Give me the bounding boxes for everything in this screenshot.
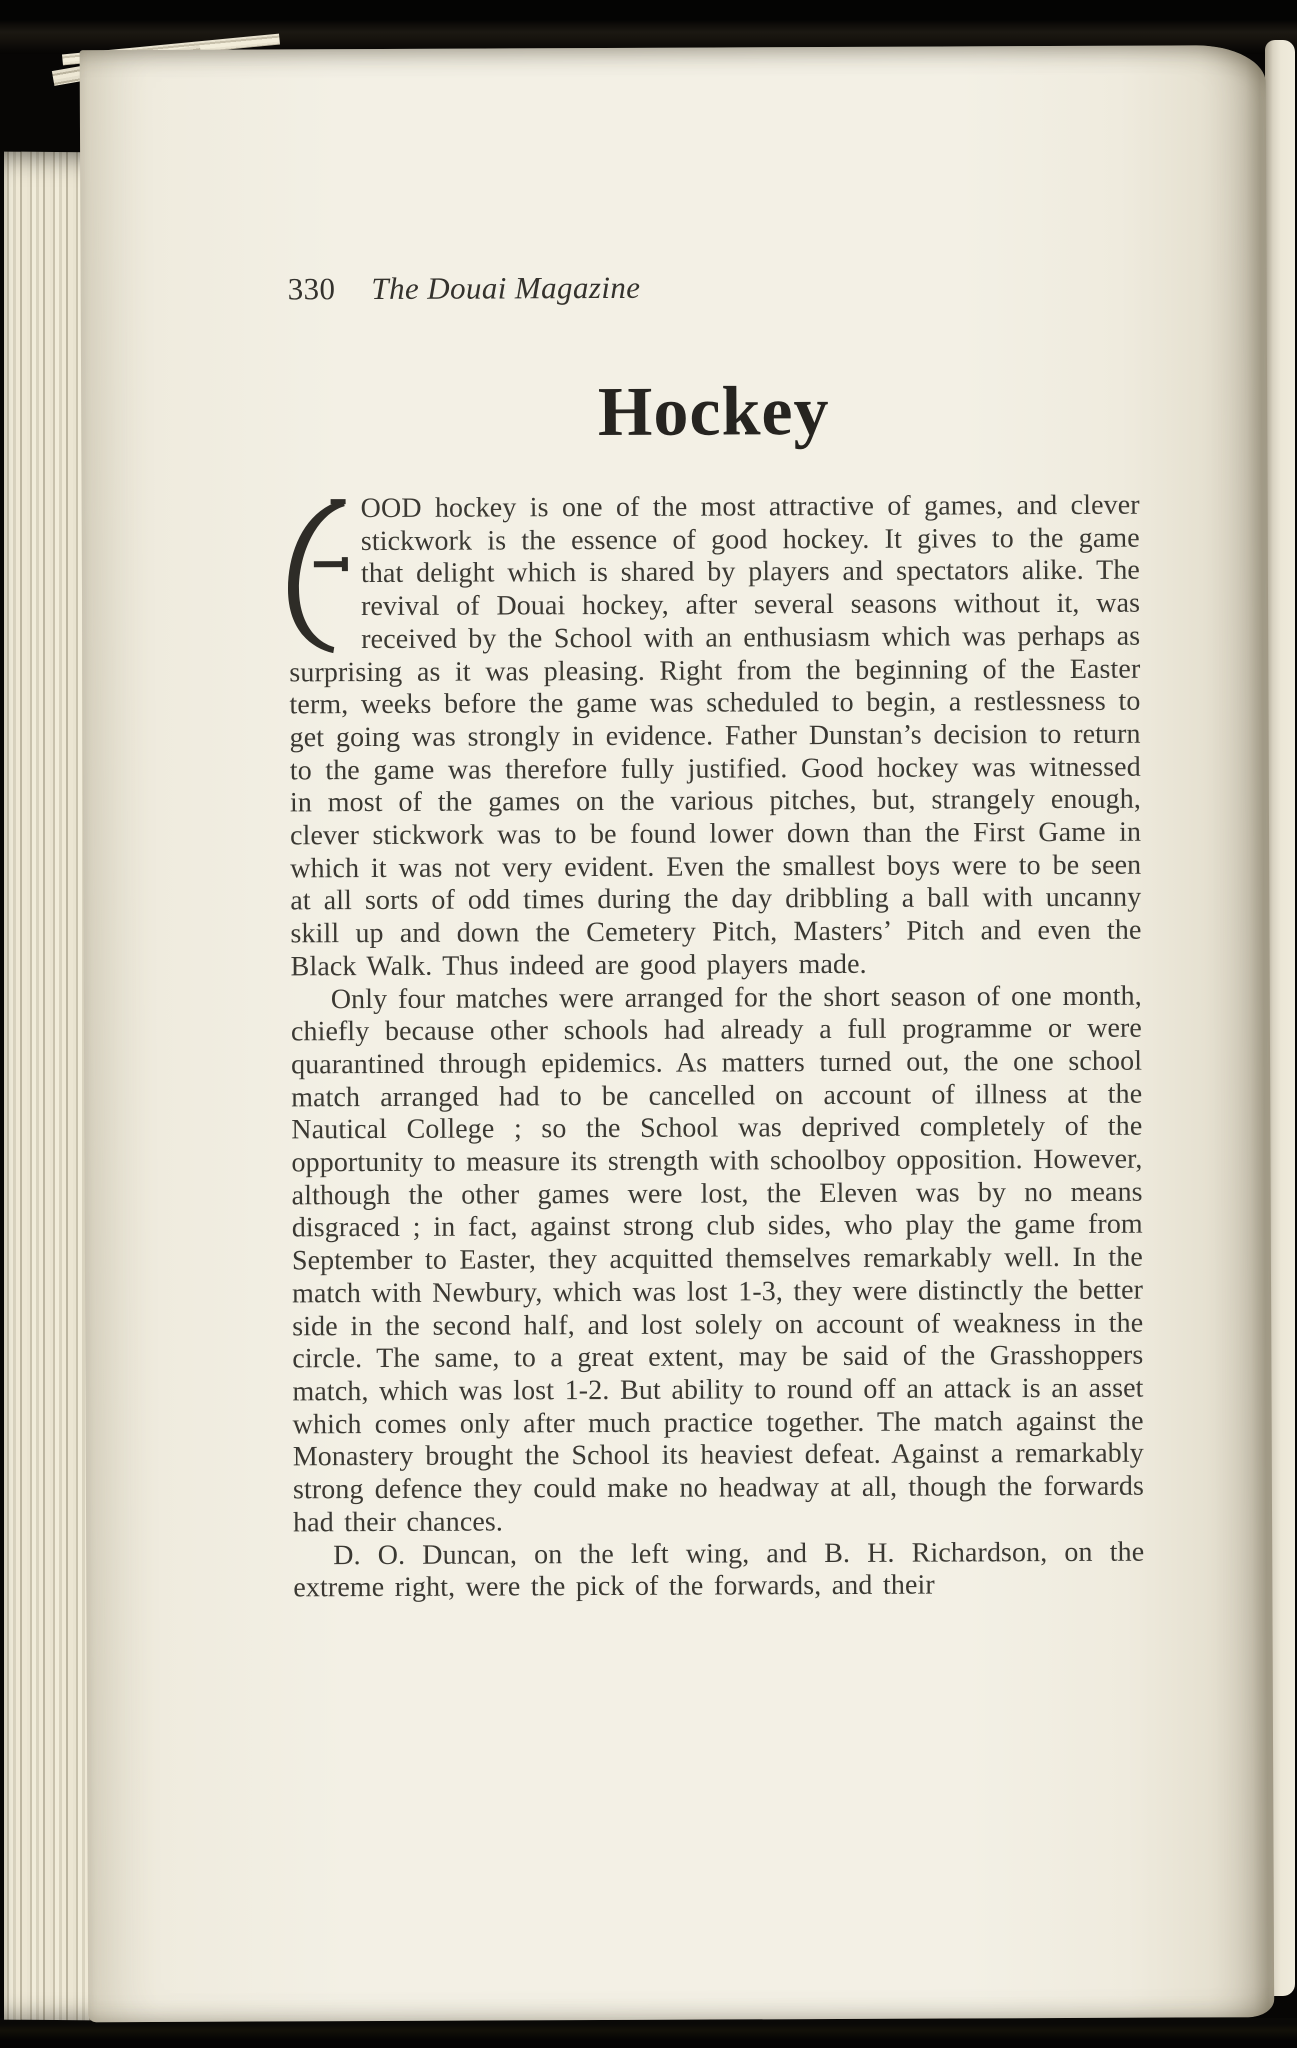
running-title: The Douai Magazine bbox=[371, 269, 641, 307]
paragraph: D. O. Duncan, on the left wing, and B. H. Richardson, on the extreme right, were the pick of the forwards, and their bbox=[293, 1536, 1145, 1604]
drop-cap-G bbox=[287, 497, 350, 653]
opening-paragraph bbox=[289, 490, 1142, 984]
magazine-page bbox=[80, 45, 1275, 2022]
opening-paragraph-text: OOD hockey is one of the most attractive of games, and clever stickwork is the essence of good hockey. It gives to the game that delight which is shared by players and spectators alike. The revival of Douai hockey, after several seasons without it, was received by the School with an enthusiasm which was perhaps as surprising as it was pleasing. Right from the beginning of the Easter term, weeks before the game was scheduled to begin, a restlessness to get going was strongly in evidence. Father Dunstan’s decision to return to the game was therefore fully justified. Good hockey was witnessed in most of the games on the various pitches, but, strangely enough, clever stickwork was to be found lower down than the First Game in which it was not very evident. Even the smallest boys were to be seen at all sorts of odd times during the day dribbling a ball with uncanny skill up and down the Cemetery Pitch, Masters’ Pitch and even the Black Walk. Thus indeed are good players made. bbox=[289, 489, 1142, 983]
page-number: 330 bbox=[287, 271, 336, 307]
article-title: Hockey bbox=[597, 373, 830, 452]
book-cover-bottom-edge bbox=[0, 2018, 1297, 2048]
article-body bbox=[289, 490, 1145, 1606]
drop-cap-glyph bbox=[287, 497, 350, 653]
page-header bbox=[288, 268, 1139, 308]
paragraph: Only four matches were arranged for the short season of one month, chiefly because other schools had already a full programme or were quarantined through epidemics. As matters turned out, the one school match arranged had to be cancelled on account of illness at the Nautical College ; so the School was deprived completely of the opportunity to measure its strength with schoolboy opposition. However, although the other games were lost, the Eleven was by no means disgraced ; in fact, against strong club sides, who play the game from September to Easter, they acquitted themselves remarkably well. In the match with Newbury, which was lost 1-3, they were distinctly the better side in the second half, and lost solely on account of weakness in the circle. The same, to a great extent, may be said of the Grasshoppers match, which was lost 1-2. But ability to round off an attack is an asset which comes only after much practice together. The match against the Monastery brought the School its heaviest defeat. Against a remarkably strong defence they could make no headway at all, though the forwards had their chances. bbox=[290, 980, 1144, 1539]
